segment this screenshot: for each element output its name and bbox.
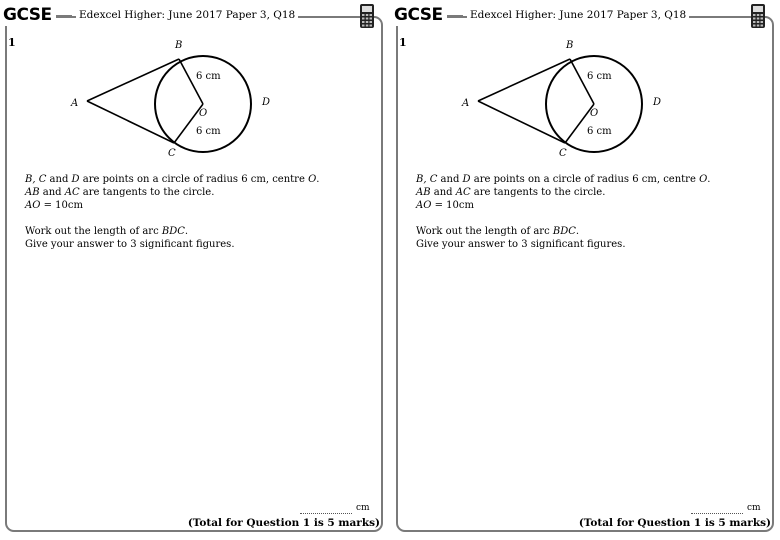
- radius-label-bottom: 6 cm: [196, 126, 221, 137]
- answer-line[interactable]: [300, 512, 352, 514]
- tangent-ab: [478, 59, 570, 101]
- task-line: Give your answer to 3 significant figures.: [25, 239, 235, 250]
- radius-label-top: 6 cm: [587, 71, 612, 82]
- statement-line: AO = 10cm: [25, 200, 83, 211]
- task-line: Work out the length of arc BDC.: [25, 226, 189, 237]
- label-c: C: [168, 148, 176, 159]
- label-c: C: [559, 148, 567, 159]
- question-task: [416, 225, 626, 251]
- label-o: O: [590, 108, 599, 119]
- label-a: A: [462, 98, 470, 109]
- task-line: Give your answer to 3 significant figures.: [416, 239, 626, 250]
- answer-unit: cm: [747, 503, 761, 513]
- label-o: O: [199, 108, 208, 119]
- circle-tangent-diagram: [391, 0, 780, 170]
- label-b: B: [566, 40, 574, 51]
- total-marks: (Total for Question 1 is 5 marks): [578, 517, 771, 529]
- question-statements: [416, 173, 710, 212]
- circle-tangent-diagram: [0, 0, 390, 170]
- question-task: [25, 225, 235, 251]
- question-statements: [25, 173, 319, 212]
- question-number: 1: [399, 36, 407, 49]
- statement-line: B, C and D are points on a circle of radius 6 cm, centre O.: [416, 174, 711, 185]
- radius-label-bottom: 6 cm: [587, 126, 612, 137]
- brand-logo: GCSE: [3, 4, 56, 26]
- statement-line: AO = 10cm: [416, 200, 474, 211]
- radius-label-top: 6 cm: [196, 71, 221, 82]
- tangent-ab: [87, 59, 179, 101]
- label-b: B: [175, 40, 183, 51]
- tangent-ac: [87, 101, 174, 143]
- question-source: Edexcel Higher: June 2017 Paper 3, Q18: [76, 8, 298, 22]
- question-number: 1: [8, 36, 16, 49]
- worksheet-page-right: [391, 0, 780, 540]
- tangent-ac: [478, 101, 565, 143]
- label-d: D: [262, 97, 271, 108]
- brand-logo: GCSE: [394, 4, 447, 26]
- statement-line: AB and AC are tangents to the circle.: [416, 187, 606, 198]
- answer-unit: cm: [356, 503, 370, 513]
- answer-line[interactable]: [691, 512, 743, 514]
- label-a: A: [71, 98, 79, 109]
- statement-line: B, C and D are points on a circle of radius 6 cm, centre O.: [25, 174, 320, 185]
- total-marks: (Total for Question 1 is 5 marks): [187, 517, 380, 529]
- question-source: Edexcel Higher: June 2017 Paper 3, Q18: [467, 8, 689, 22]
- label-d: D: [653, 97, 662, 108]
- task-line: Work out the length of arc BDC.: [416, 226, 580, 237]
- statement-line: AB and AC are tangents to the circle.: [25, 187, 215, 198]
